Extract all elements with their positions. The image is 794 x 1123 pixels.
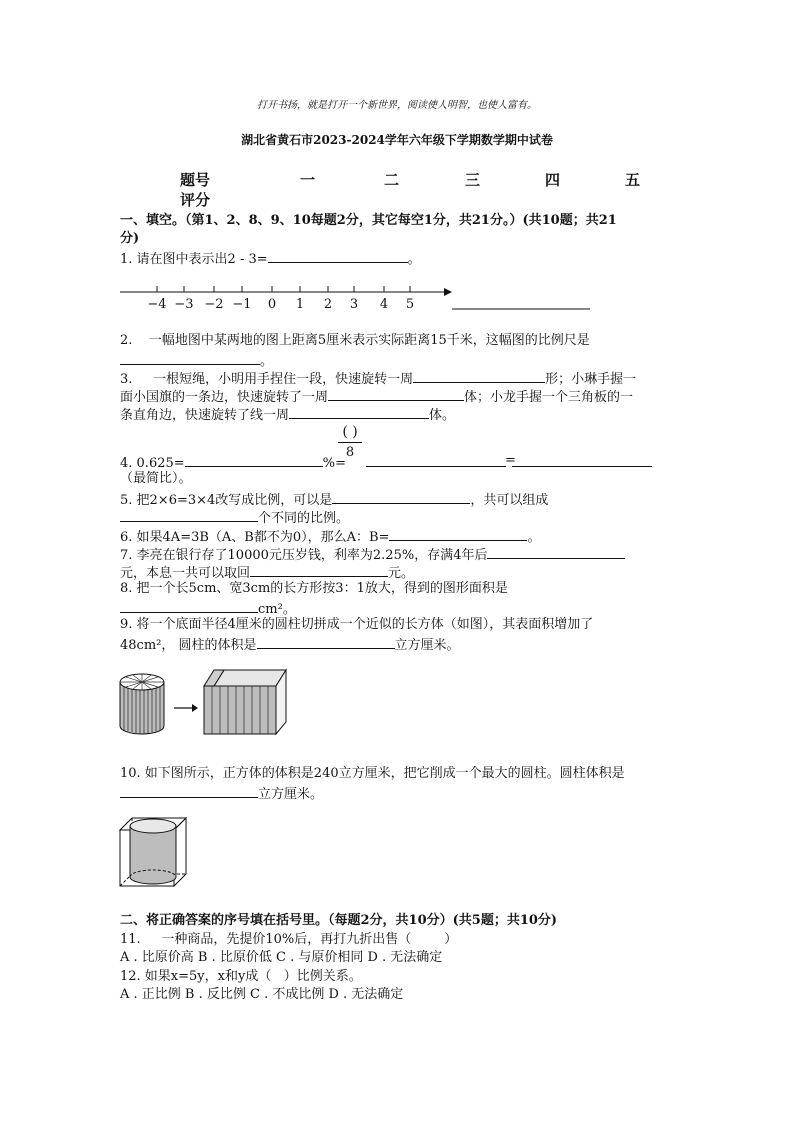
tick-label: 3 (349, 297, 359, 312)
question-5-text: 5. 把2×6=3×4改写成比例，可以是 (120, 493, 333, 508)
question-1-text: 1. 请在图中表示出2 - 3= (120, 252, 268, 267)
answer-blank-3c[interactable] (289, 404, 429, 419)
question-12-options: A . 正比例 B . 反比例 C . 不成比例 D . 无法确定 (120, 987, 404, 1002)
question-11: 11. 一种商品，先提价10%后，再打九折出售（ ） (120, 932, 458, 947)
score-col-5: 五 (625, 171, 641, 189)
exam-title: 湖北省黄石市2023-2024学年六年级下学期数学期中试卷 (241, 133, 553, 147)
question-3c-text: 条直角边，快速旋转了线一周 (120, 408, 290, 423)
answer-blank-4a[interactable] (185, 452, 323, 467)
fraction-bar (338, 442, 362, 443)
question-9b-end: 立方厘米。 (394, 638, 460, 653)
answer-blank-6[interactable] (389, 526, 527, 541)
question-8a: 8. 把一个长5cm、宽3cm的长方形按3：1放大，得到的图形面积是 (120, 581, 508, 596)
question-4-percent: %= (322, 456, 346, 471)
answer-blank-5b[interactable] (120, 507, 258, 522)
tick-label: −4 (147, 297, 167, 312)
tick-label: 5 (405, 297, 415, 312)
question-7-text: 7. 李亮在银行存了10000元压岁钱，利率为2.25%，存满4年后 (120, 548, 488, 563)
question-5-end: 个不同的比例。 (258, 511, 350, 526)
question-3c (120, 404, 455, 425)
answer-blank-9[interactable] (257, 634, 395, 649)
tick-label: 0 (267, 297, 277, 312)
fraction-denominator: 8 (345, 445, 355, 460)
answer-blank-5a[interactable] (332, 489, 470, 504)
question-1 (120, 248, 421, 269)
answer-blank-4b[interactable] (366, 452, 506, 467)
question-11-options: A . 比原价高 B . 比原价低 C . 与原价相同 D . 无法确定 (120, 950, 443, 965)
number-line-ticks (157, 286, 410, 292)
answer-blank-10[interactable] (120, 783, 258, 798)
score-col-2: 二 (384, 171, 400, 189)
score-col-3: 三 (465, 171, 481, 189)
fraction-numerator: ( ) (342, 424, 358, 440)
page-motto: 打开书扬，就是打开一个新世界，阅读使人明智，也使人富有。 (257, 100, 537, 111)
section1-heading-cont: 分) (120, 231, 140, 246)
sliced-cylinder-icon (120, 674, 164, 734)
score-row-label: 题号 (180, 171, 211, 189)
tick-label: −3 (174, 297, 194, 312)
question-1-end: 。 (407, 252, 421, 267)
answer-blank-4c[interactable] (512, 452, 652, 467)
question-3b-text2: 体；小龙手握一个三角板的一 (464, 390, 634, 405)
score-row2-label: 评分 (180, 191, 211, 209)
tick-label: 4 (379, 297, 389, 312)
number-line (118, 282, 598, 314)
cuboid-icon (204, 670, 286, 734)
cube-with-cylinder-icon (120, 818, 186, 886)
question-3a-text2: 形；小琳手握一 (545, 372, 637, 387)
arrow-right-icon (174, 704, 198, 712)
question-6-end: 。 (527, 530, 541, 545)
question-4b: （最简比）。 (120, 471, 192, 486)
answer-blank-8[interactable] (120, 598, 258, 613)
answer-blank-1[interactable] (268, 248, 408, 263)
question-6-text: 6. 如果4A=3B（A、B都不为0），那么A：B= (120, 530, 390, 545)
question-5-text2: ，共可以组成 (470, 493, 549, 508)
question-3b-text: 面小国旗的一条边，快速旋转了一周 (120, 390, 329, 405)
answer-blank-7b[interactable] (250, 562, 388, 577)
number-line-arrow (444, 288, 452, 296)
question-4-equals: = (505, 453, 516, 468)
cylinder-to-cuboid-figure (116, 664, 290, 740)
question-9b (120, 634, 460, 655)
question-3c-text2: 体。 (429, 408, 456, 423)
section1-heading: 一、填空。（第1、2、8、9、10每题2分，其它每空1分，共21分。）(共10题；共21 (120, 213, 617, 228)
question-10b (120, 783, 323, 804)
question-3a-text: 3. 一根短绳，小明用手捏住一段，快速旋转一周 (120, 372, 414, 387)
tick-label: −2 (204, 297, 224, 312)
tick-label: 2 (323, 297, 333, 312)
cube-cylinder-figure (116, 814, 192, 890)
question-9a: 9. 将一个底面半径4厘米的圆柱切拼成一个近似的长方体（如图），其表面积增加了 (120, 617, 594, 632)
question-4-text: 4. 0.625= (120, 456, 185, 471)
question-2-end: 。 (260, 354, 274, 369)
score-col-4: 四 (545, 171, 561, 189)
question-10a: 10. 如下图所示，正方体的体积是240立方厘米，把它削成一个最大的圆柱。圆柱体积是 (120, 766, 625, 781)
answer-blank-7a[interactable] (487, 544, 625, 559)
question-12: 12. 如果x=5y，x和y成（ ）比例关系。 (120, 969, 362, 984)
question-9b-text: 48cm²， 圆柱的体积是 (120, 638, 257, 653)
question-10-unit: 立方厘米。 (258, 787, 324, 802)
tick-label: 1 (295, 297, 305, 312)
section2-heading: 二、将正确答案的序号填在括号里。（每题2分，共10分）(共5题；共10分) (120, 913, 558, 928)
answer-blank-2[interactable] (120, 350, 260, 365)
score-col-1: 一 (300, 171, 316, 189)
answer-blank-3b[interactable] (328, 386, 464, 401)
question-2a: 2. 一幅地图中某两地的图上距离5厘米表示实际距离15千米，这幅图的比例尺是 (120, 333, 590, 348)
answer-blank-3a[interactable] (413, 368, 545, 383)
tick-label: −1 (232, 297, 252, 312)
question-7b-end: 元。 (388, 566, 415, 581)
question-7b-text: 元，本息一共可以取回 (120, 566, 251, 581)
question-5b (120, 507, 349, 528)
question-8-unit: cm²。 (258, 602, 296, 617)
